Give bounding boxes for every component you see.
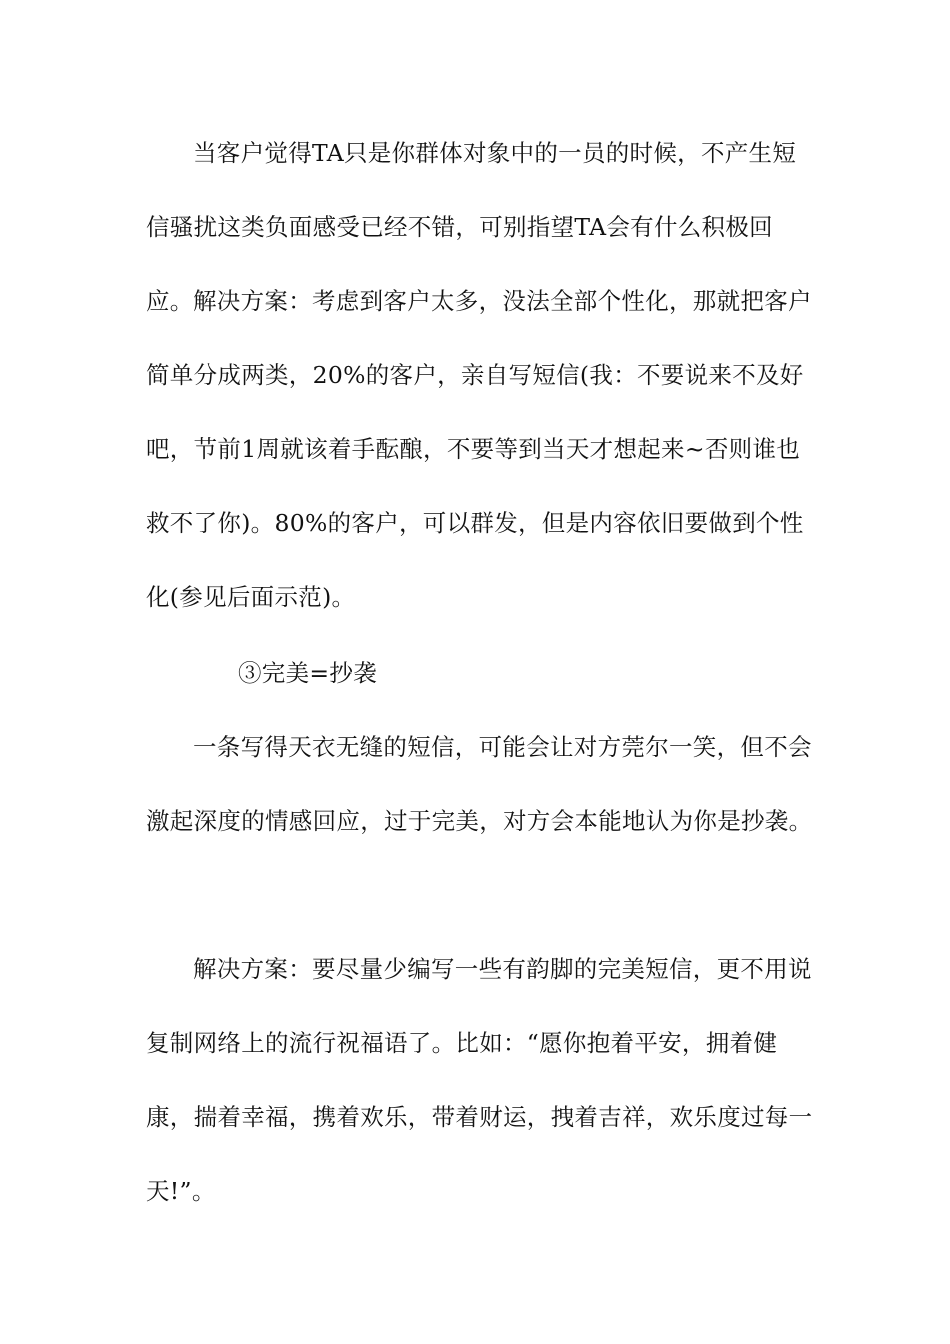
paragraph-3: 一条写得天衣无缝的短信，可能会让对方莞尔一笑，但不会激起深度的情感回应，过于完美，对方会本能地认为你是抄袭。 — [146, 733, 813, 835]
section-heading: ③完美=抄袭 — [238, 659, 377, 687]
paragraph-1: 当客户觉得TA只是你群体对象中的一员的时候，不产生短信骚扰这类负面感受已经不错，可别指望TA会有什么积极回应。 — [146, 139, 797, 315]
paragraph-4: 解决方案：要尽量少编写一些有韵脚的完美短信，更不用说复制网络上的流行祝福语了。比如：“愿你抱着平安，拥着健康，揣着幸福，携着欢乐，带着财运，拽着吉祥，欢乐度过每一天!”。 — [146, 955, 813, 1205]
paragraph-2: 解决方案：考虑到客户太多，没法全部个性化，那就把客户简单分成两类，20%的客户，亲自写短信(我：不要说来不及好吧，节前1周就该着手酝酿，不要等到当天才想起来~否则谁也救不了你)。80%的客户，可以群发，但是内容依旧要做到个性化(参见后面示范)。 — [146, 287, 812, 611]
